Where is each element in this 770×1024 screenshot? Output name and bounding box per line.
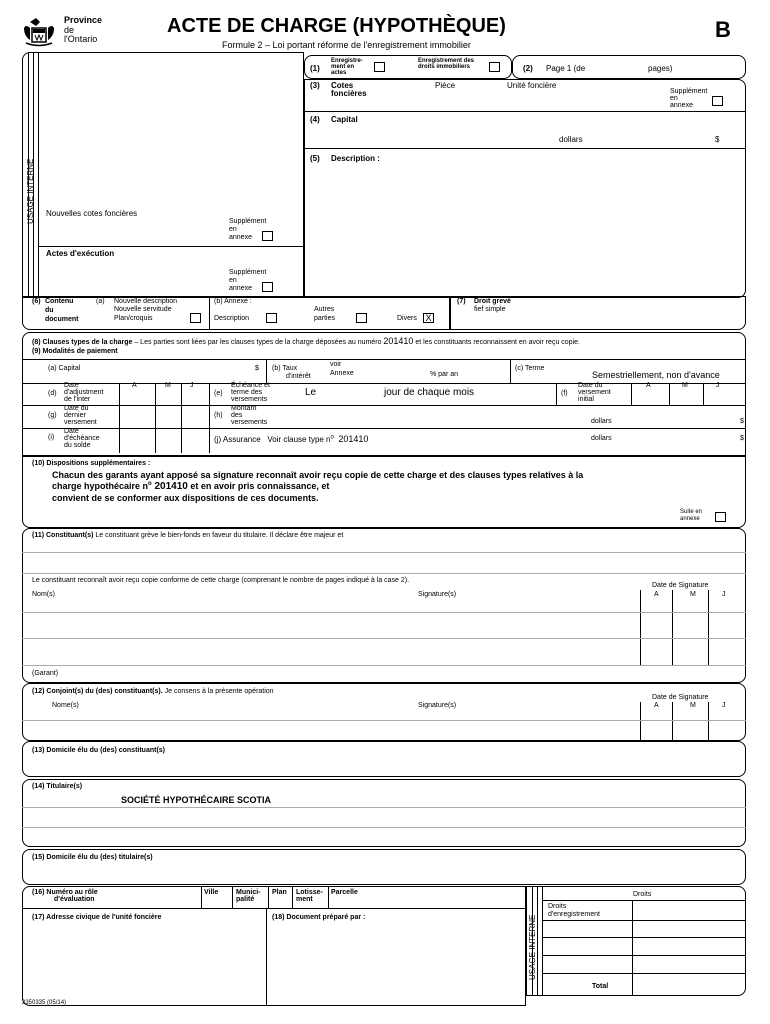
province-line2: de xyxy=(64,25,75,35)
supplement-checkbox-2[interactable] xyxy=(262,282,273,292)
box3-supplement-checkbox[interactable] xyxy=(712,96,723,106)
ontario-logo-icon xyxy=(20,16,58,52)
form-letter: B xyxy=(715,17,731,42)
supplement-checkbox-1[interactable] xyxy=(262,231,273,241)
capital-label: Capital xyxy=(331,115,358,124)
page-title: ACTE DE CHARGE (HYPOTHÈQUE) xyxy=(167,15,506,37)
box-16-18-property xyxy=(22,886,526,1006)
nouvelles-cotes-label: Nouvelles cotes foncières xyxy=(46,209,138,218)
usage-interne-label: USAGE INTERNE xyxy=(26,158,35,224)
province-line1: Province xyxy=(64,15,103,25)
form-code: 2350335 (05/14) xyxy=(22,1000,67,1006)
enregistrement-actes-checkbox[interactable] xyxy=(374,62,385,72)
autres-parties-checkbox[interactable] xyxy=(356,313,367,323)
echeance-value: jour de chaque mois xyxy=(384,387,475,398)
droits-immobiliers-checkbox[interactable] xyxy=(489,62,500,72)
page-subtitle: Formule 2 – Loi portant réforme de l'enregistrement immobilier xyxy=(222,40,471,50)
titulaire-name: SOCIÉTÉ HYPOTHÉCAIRE SCOTIA xyxy=(121,795,272,805)
plan-croquis-checkbox[interactable] xyxy=(190,313,201,323)
clauses-types-text: (8) Clauses types de la charge – Les parties sont liées par les clauses types de la charge déposées au numéro 201410 et les constituants reconnaissent en avoir reçu copie. xyxy=(32,336,580,346)
left-internal-panel xyxy=(22,52,304,298)
terme-value: Semestriellement, non d'avance xyxy=(592,370,720,380)
description-label: Description : xyxy=(331,154,380,163)
province-line3: l'Ontario xyxy=(64,34,98,44)
box-14-titulaires xyxy=(22,779,746,847)
actes-execution-label: Actes d'exécution xyxy=(46,249,115,258)
divers-checkbox[interactable]: X xyxy=(423,313,434,323)
suite-annexe-checkbox[interactable] xyxy=(715,512,726,522)
annexe-description-checkbox[interactable] xyxy=(266,313,277,323)
